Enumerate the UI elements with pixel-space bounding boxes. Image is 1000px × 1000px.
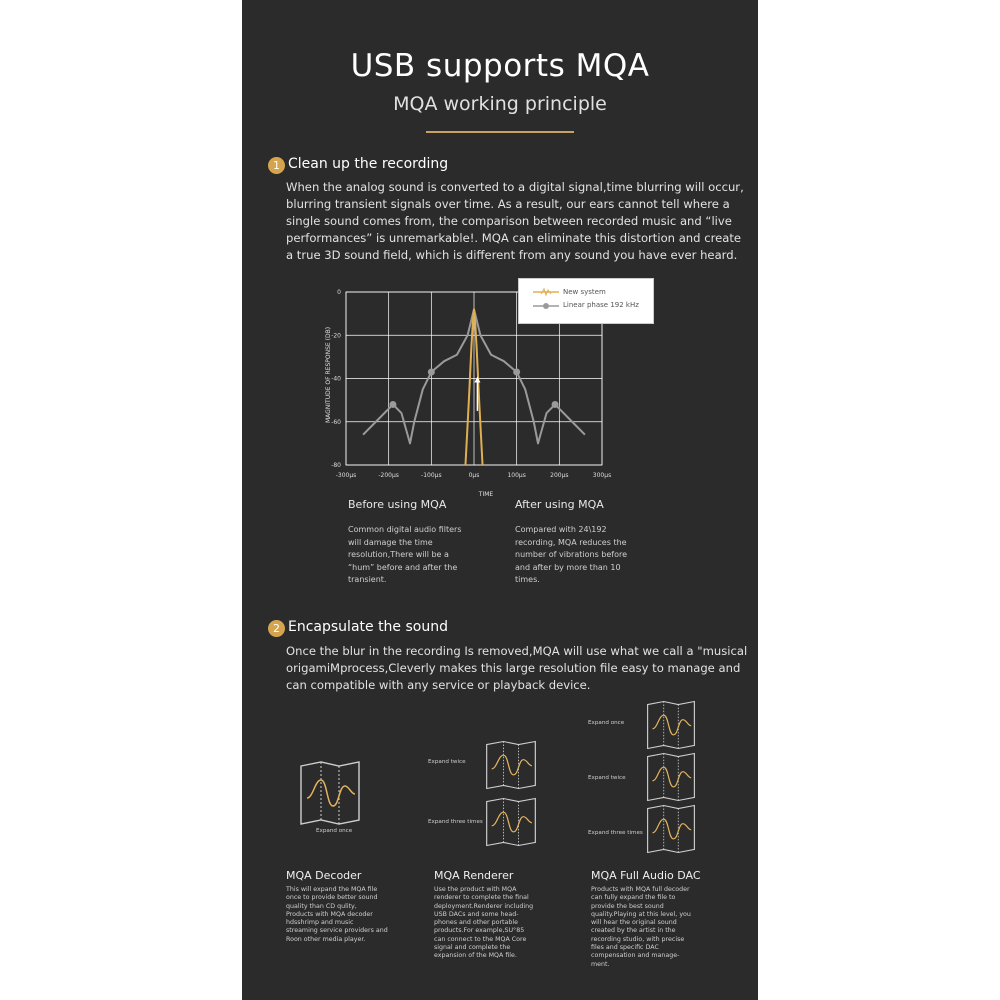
- card-line: created by the artist in the: [591, 927, 676, 935]
- section-1-line: performances” is unremarkable!. MQA can eliminate this distortion and create: [286, 231, 742, 245]
- series-marker-linear-phase: [428, 369, 435, 376]
- card-line: recording studio, with precise: [591, 935, 685, 943]
- section-2-line: can compatible with any service or playback device.: [286, 678, 591, 692]
- before-line: resolution,There will be a: [348, 550, 449, 560]
- y-tick-label: -60: [331, 418, 341, 426]
- legend-swatch-linear-phase: [533, 301, 559, 311]
- expand-three-times-label: Expand three times: [588, 830, 643, 836]
- card-line: expansion of the MQA file.: [434, 952, 517, 960]
- before-line: Common digital audio filters: [348, 525, 462, 534]
- card-line: provide the best sound: [591, 902, 664, 910]
- x-tick-label: -300μs: [335, 472, 357, 479]
- card-line: quality than CD qulity,: [286, 902, 357, 910]
- arrow-head-icon: [474, 377, 480, 383]
- x-tick-label: -200μs: [378, 472, 399, 479]
- after-line: and after by more than 10: [515, 562, 621, 572]
- y-axis-label: MAGNITUDE OF RESPONSE (DB): [325, 326, 332, 424]
- expand-once-label: Expand once: [316, 828, 353, 834]
- series-marker-linear-phase: [552, 401, 559, 408]
- content-panel: [242, 0, 758, 1000]
- folded-file-icon: [646, 804, 696, 854]
- card-line: products.For example,SU°85: [434, 927, 525, 935]
- card-line: phones and other portable: [434, 919, 518, 927]
- card-line: Products with MQA decoder: [286, 910, 373, 918]
- folded-file-icon: [485, 797, 537, 847]
- card-line: streaming service providers and: [286, 927, 388, 935]
- x-axis-label: TIME: [478, 491, 494, 498]
- card-line: Use the product with MQA: [434, 886, 517, 893]
- folded-file-icon: [299, 760, 361, 826]
- folded-file-icon: [485, 740, 537, 790]
- expand-once-label: Expand once: [588, 720, 625, 726]
- expand-twice-label: Expand twice: [428, 759, 466, 765]
- y-tick-label: -80: [331, 462, 341, 469]
- card-line: renderer to complete the final: [434, 894, 529, 902]
- after-mqa-title: After using MQA: [515, 498, 604, 511]
- series-marker-linear-phase: [389, 401, 396, 408]
- section-1-line: blurring transient signals over time. As a result, our ears cannot tell where a: [286, 197, 730, 211]
- card-mqa-decoder-text: [286, 886, 426, 944]
- before-line: will damage the time: [348, 537, 433, 547]
- after-mqa-text: [515, 524, 665, 587]
- x-tick-label: -100μs: [421, 472, 442, 479]
- card-line: deployment.Renderer including: [434, 902, 534, 910]
- section-1-line: a true 3D sound field, which is different from any sound you have ever heard.: [286, 248, 738, 262]
- card-line: Products with MQA full decoder: [591, 886, 690, 893]
- page-title: USB supports MQA: [350, 48, 650, 84]
- section-1-text: [286, 179, 756, 264]
- card-line: can fully expand the file to: [591, 894, 676, 902]
- y-tick-labels: [331, 289, 341, 469]
- card-mqa-renderer-title: MQA Renderer: [434, 869, 514, 882]
- card-line: files and specific DAC: [591, 944, 659, 952]
- legend-label-new-system: New system: [563, 288, 606, 296]
- card-line: can connect to the MQA Core: [434, 935, 527, 943]
- before-line: transient.: [348, 575, 387, 585]
- before-line: “hum” before and after the: [348, 562, 458, 572]
- x-tick-label: 200μs: [550, 472, 569, 479]
- y-tick-label: 0: [337, 289, 341, 296]
- card-line: ment.: [591, 960, 610, 968]
- card-line: Roon other media player.: [286, 935, 366, 943]
- card-mqa-full-dac-title: MQA Full Audio DAC: [591, 869, 701, 882]
- card-line: signal and complete the: [434, 944, 511, 952]
- after-line: number of vibrations before: [515, 550, 628, 560]
- card-line: quality.Playing at this level, you: [591, 910, 691, 918]
- card-line: once to provide better sound: [286, 894, 378, 902]
- section-1-number-badge: 1: [268, 157, 285, 174]
- folded-file-icon: [646, 752, 696, 802]
- card-line: compensation and manage-: [591, 952, 680, 960]
- section-2-line: origamiMprocess,Cleverly makes this large resolution file easy to manage and: [286, 661, 741, 675]
- x-tick-labels: [336, 472, 611, 479]
- before-mqa-text: [348, 524, 498, 587]
- after-line: recording, MQA reduces the: [515, 537, 627, 547]
- legend-label-linear-phase: Linear phase 192 kHz: [563, 301, 639, 309]
- section-1-line: When the analog sound is converted to a digital signal,time blurring will occur,: [286, 180, 744, 194]
- after-line: Compared with 24\192: [515, 525, 607, 534]
- section-1-line: single sound comes from, the comparison between recorded music and “live: [286, 214, 732, 228]
- card-mqa-decoder-title: MQA Decoder: [286, 869, 362, 882]
- section-2-text: [286, 643, 756, 694]
- x-tick-label: 300μs: [592, 472, 612, 479]
- card-mqa-full-dac-text: [591, 886, 741, 969]
- x-tick-label: 0μs: [468, 472, 480, 479]
- y-tick-label: -40: [331, 375, 341, 383]
- card-mqa-renderer-text: [434, 886, 574, 961]
- card-line: USB DACs and some head-: [434, 910, 519, 918]
- after-line: times.: [515, 575, 540, 585]
- folded-file-icon: [646, 700, 696, 750]
- legend-swatch-new-system: [533, 287, 559, 297]
- card-line: This will expand the MQA file: [286, 886, 378, 893]
- x-tick-label: 100μs: [507, 472, 526, 479]
- section-2-line: Once the blur in the recording Is removed,MQA will use what we call a "musical: [286, 644, 748, 658]
- page-subtitle: MQA working principle: [393, 93, 607, 115]
- section-2-title: Encapsulate the sound: [288, 619, 448, 635]
- card-line: will hear the original sound: [591, 919, 677, 927]
- card-line: hdsshrimp and music: [286, 919, 354, 927]
- title-divider: [426, 131, 574, 133]
- y-tick-label: -20: [331, 332, 341, 340]
- before-mqa-title: Before using MQA: [348, 498, 447, 511]
- expand-three-times-label: Expand three times: [428, 819, 483, 825]
- series-marker-linear-phase: [513, 369, 520, 376]
- expand-twice-label: Expand twice: [588, 775, 626, 781]
- section-2-number-badge: 2: [268, 620, 285, 637]
- section-1-title: Clean up the recording: [288, 156, 449, 172]
- chart-legend: [518, 278, 654, 324]
